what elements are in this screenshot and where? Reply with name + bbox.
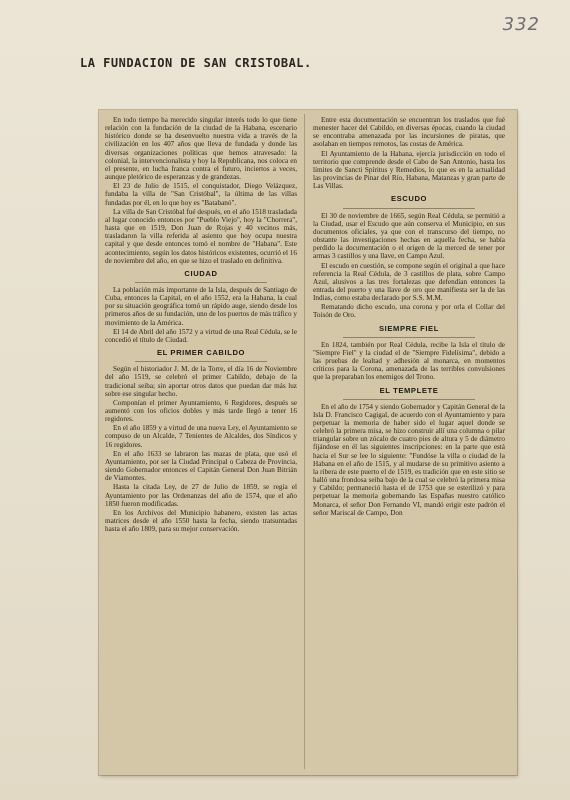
article-paragraph: La villa de San Cristóbal fué después, en el año 1518 trasladada al lugar conocido entonces por "Pueblo Viejo", hoy la "Chorrera", hasta que en 1519, Don Juan de Rojas y 40 vecinos más, trasladaron la villa referida al asiento que hoy ocupa nuestra capital y que desde entonces tomó el nombre de "Habana". Este acontecimiento, según los datos históricos existentes, ocurrió el 16 de noviembre del año, en que se hizo el traslado en definitiva.: [105, 207, 297, 265]
article-paragraph: Entre esta documentación se encuentran los traslados que fué menester hacer del Cabildo, en diversas épocas, cuando la ciudad se encontraba amenazada por las incursiones de piratas, que asolaban en tiempos remotos, las costas de América.: [313, 116, 505, 149]
newspaper-clipping: [99, 110, 517, 775]
article-paragraph: En el año 1633 se labraron las mazas de plata, que usó el Ayuntamiento, por ser la Ciudad Principal o Cabeza de Provincia, siendo Gobernador entonces el Capitán General Don Juan Bitrián de Viamontes.: [105, 449, 297, 483]
article-paragraph: Rematando dicho escudo, una corona y por orla el Collar del Toisón de Oro.: [313, 303, 505, 320]
section-heading: EL PRIMER CABILDO: [156, 348, 246, 358]
right-column: [313, 116, 505, 518]
article-paragraph: En los Archivos del Municipio habanero, existen las actas matrices desde el año 1550 hasta la fecha, siendo tratsuntadas hasta el año 1809, para su mejor conservación.: [105, 508, 297, 534]
page-number: 332: [502, 14, 540, 35]
article-paragraph: Según el historiador J. M. de la Torre, el día 16 de Noviembre del año 1519, se celebró el primer Cabildo, debajo de la tradicional seiba; sin aportar otros datos que puedan dar más luz sobre ese singular hecho.: [105, 365, 297, 398]
heading-rule: [343, 399, 475, 400]
article-paragraph: Componían el primer Ayuntamiento, 6 Regidores, después se aumentó con los oficios dobles y más tarde llegó a tener 16 regidores.: [105, 398, 297, 424]
article-paragraph: El 14 de Abril del año 1572 y a virtud de una Real Cédula, se le concedió el título de Ciudad.: [105, 327, 297, 344]
article-paragraph: En todo tiempo ha merecido singular interés todo lo que tiene relación con la fundación de la ciudad de la Habana, escenario histórico donde se ha desenvuelto nuestra vida a través de la civilización en los 407 años que lleva de fundada y donde las diversas organizaciones políticas que hemos atravesado: la colonial, la intervencionalista y hoy la Republicana, nos coloca en el presente, en lucha franca contra el futuro, inciertos a veces, aunque pletórico de esperanzas y de grandezas.: [105, 116, 297, 182]
page-title: LA FUNDACION DE SAN CRISTOBAL.: [80, 56, 312, 70]
article-paragraph: En el año de 1754 y siendo Gobernador y Capitán General de la Isla D. Francisco Cagigal, de acuerdo con el Ayuntamiento y para perpetuar la memoria de haber sido el lugar aquel donde se celebró la primera misa, se hizo construir allí una columna o pilar triangular sobre un zócalo de cuatro pies de altura y 5 de diámetro fijándose en él las siguientes inscripciones: en la parte que está hacia el Sur se lee lo siguiente: "Fundóse la villa o ciudad de la Habana en el año de 1515, y al mudarse de su primitivo asiento a la ribera de este puerto el de 1519, es tradición que en este sitio se halló una frondosa seiba bajo de la cual se celebró la primera misa y Cabildo; permaneció hasta el de 1753 que se esterilizó y para perpetuar la memoria gobernando las Españas nuestro católico Monarca, el señor Don Fernando VI, mandó erigir este padrón el señor Mariscal de Campo, Don: [313, 402, 505, 517]
heading-rule: [343, 337, 475, 338]
section-heading: SIEMPRE FIEL: [379, 323, 439, 333]
article-paragraph: El 30 de noviembre de 1665, según Real Cédula, se permitió a la Ciudad, usar el Escudo que aún conserva el Municipio, en sus documentos oficiales, ya que con el transcurso del tiempo, no obstante las investigaciones hechas en aquella fecha, se había perdido la documentación o el origen de la merced de tener por armas 3 castillos y una llave, en Campo Azul.: [313, 211, 505, 261]
article-paragraph: Hasta la citada Ley, de 27 de Julio de 1859, se regía el Ayuntamiento por las Ordenanzas del año de 1574, que el año 1850 fueron modificadas.: [105, 483, 297, 508]
article-paragraph: En el año 1859 y a virtud de una nueva Ley, el Ayuntamiento se compuso de un Alcalde, 7 Tenientes de Alcaldes, dos Síndicos y 16 regidores.: [105, 424, 297, 449]
section-heading: EL TEMPLETE: [379, 385, 439, 395]
section-heading: ESCUDO: [390, 194, 428, 204]
article-paragraph: El escudo en cuestión, se compone según el original a que hace referencia la Real Cédula, de 3 castillos de plata, sobre Campo Azul, alusivos a las tres fortalezas que defendían entonces la entrada del puerto y una llave de oro que manifiesta ser la de las Indias, como estaba declarado por S.S. M.M.: [313, 261, 505, 303]
heading-rule: [343, 208, 475, 209]
article-paragraph: El Ayuntamiento de la Habana, ejercía jurisdicción en todo el territorio que comprende desde el Cabo de San Antonio, hasta los límites de Sancti Spíritus y Remedios, lo que es en la actualidad las provincias de Pinar del Río, Habana, Matanzas y gran parte de Las Villas.: [313, 149, 505, 191]
heading-rule: [135, 282, 267, 283]
heading-rule: [135, 361, 267, 362]
left-column: [105, 116, 297, 534]
column-divider: [304, 114, 305, 769]
article-paragraph: La población más importante de la Isla, después de Santiago de Cuba, entonces la Capital, en el año 1552, era la Habana, la cual por su situación geográfica tomó un rápido auge, siendo desde los primeros años de su fundación, uno de los puertos de más tráfico y movimiento de la América.: [105, 285, 297, 327]
article-paragraph: En 1824, también por Real Cédula, recibe la Isla el título de "Siempre Fiel" y la ciudad el de "Siempre Fidelísima", debido a las pruebas de lealtad y adhesión al monarca, en momentos críticos para la Corona, amenazada de las terribles convulsiones que la preparaban los enemigos del Trono.: [313, 340, 505, 382]
section-heading: CIUDAD: [184, 268, 218, 278]
article-paragraph: El 23 de Julio de 1515, el conquistador, Diego Velázquez, fundaba la villa de "San Cristóbal", la última de las villas fundadas por él, en lo que hoy es "Batabanó".: [105, 182, 297, 207]
